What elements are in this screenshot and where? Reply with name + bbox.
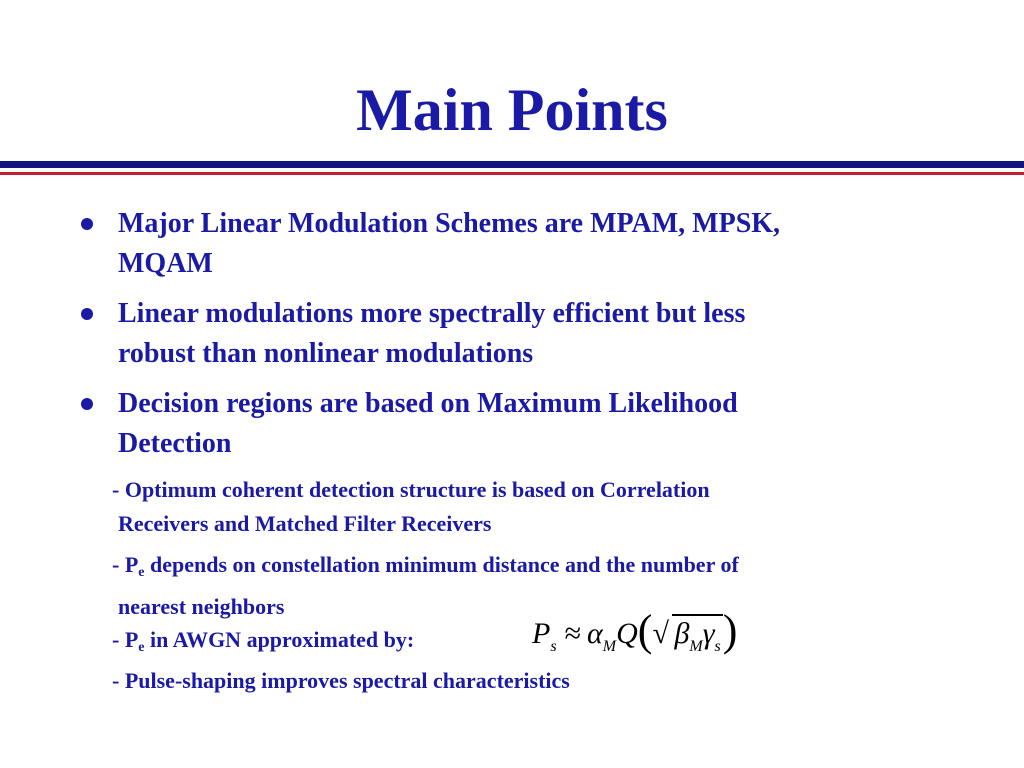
subpoint-line2: Receivers and Matched Filter Receivers — [118, 511, 492, 536]
formula-sqrt-sign: √ — [652, 617, 669, 650]
awgn-subscript: e — [138, 640, 145, 655]
formula-approx-sign: ≈ — [564, 617, 582, 650]
bullet-text-line2: MQAM — [118, 248, 213, 279]
pe-line1-rest: depends on constellation minimum distance and the number of — [144, 552, 739, 577]
bullet-modulation-schemes — [81, 204, 911, 284]
formula-beta: β — [674, 617, 690, 650]
pe-subscript: e — [138, 565, 145, 580]
bullet-text-line2: Detection — [118, 428, 232, 459]
formula-M-subscript: M — [602, 638, 617, 655]
formula-right-paren: ) — [722, 606, 738, 655]
formula-sqrt — [652, 606, 722, 665]
formula-s-subscript: s — [550, 638, 557, 655]
pe-approximation-formula — [532, 603, 737, 659]
formula-left-paren: ( — [637, 606, 653, 655]
bullet-dot-icon — [81, 398, 93, 410]
bullet-dot-icon — [81, 308, 93, 320]
formula-P: P — [532, 617, 551, 650]
awgn-dash-text: - P — [112, 627, 139, 652]
bullet-text-line1: Linear modulations more spectrally efficient but less — [118, 298, 746, 329]
bullet-dot-icon — [81, 218, 93, 230]
pe-line2: nearest neighbors — [118, 594, 285, 619]
slide-title: Main Points — [356, 77, 668, 143]
bullet-text-line2: robust than nonlinear modulations — [118, 338, 534, 369]
subpoint-pe-constellation — [112, 548, 942, 624]
subpoint-optimum-detection — [112, 473, 942, 541]
formula-gamma: γ — [702, 617, 715, 650]
bullet-text-line1: Decision regions are based on Maximum Likelihood — [118, 388, 738, 419]
pe-dash-text: - P — [112, 552, 139, 577]
subpoint-pe-awgn — [112, 623, 942, 665]
formula-s2-subscript: s — [714, 638, 721, 655]
pulse-text: - Pulse-shaping improves spectral characteristics — [112, 668, 570, 693]
title-divider-red — [0, 172, 1024, 175]
formula-M2-subscript: M — [689, 638, 703, 655]
bullet-decision-regions — [81, 384, 911, 464]
subpoint-pulse-shaping — [112, 664, 942, 698]
subpoint-line1: - Optimum coherent detection structure is based on Correlation — [112, 477, 710, 502]
bullet-text-line1: Major Linear Modulation Schemes are MPAM, MPSK, — [118, 208, 781, 239]
bullet-spectral-efficiency — [81, 294, 911, 374]
formula-alpha: α — [587, 617, 603, 650]
formula-radicand — [672, 614, 722, 665]
awgn-rest: in AWGN approximated by: — [144, 627, 415, 652]
formula-Q: Q — [616, 617, 638, 650]
title-divider-blue — [0, 161, 1024, 168]
